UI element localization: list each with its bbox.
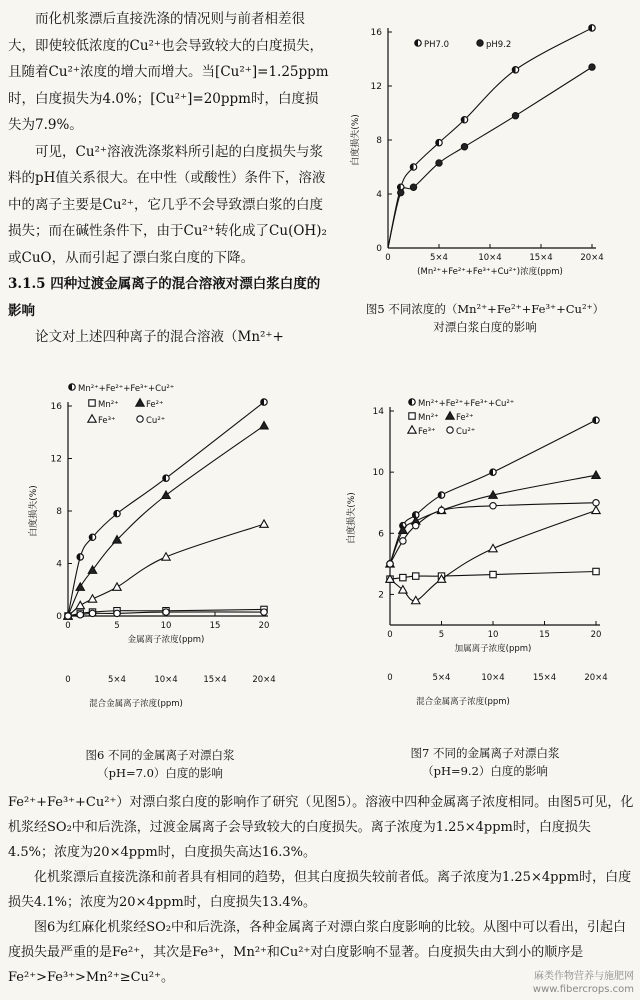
legend-marker	[415, 40, 421, 46]
legend-marker	[446, 412, 454, 419]
figure6-caption-line2: （pH=7.0）白度的影响	[97, 766, 223, 780]
legend-entry: Mn²⁺	[98, 400, 119, 410]
paragraph: 而化机浆漂后直接洗涤的情况则与前者相差很大，即使较低浓度的Cu²⁺也会导致较大的白度损失，且随着Cu²⁺浓度的增大而增大。当[Cu²⁺]=1.25ppm时，白度损失为4.0%；[Cu²⁺]=20ppm时，白度损失为7.9%。	[8, 11, 329, 133]
x-tick-label: 10×4	[478, 253, 502, 263]
data-point	[436, 140, 442, 146]
watermark-line2: www.fibercrops.com	[532, 984, 634, 995]
x-tick-label: 0	[385, 253, 391, 263]
data-point	[400, 538, 406, 544]
legend-entry: pH9.2	[486, 40, 512, 50]
x2-tick-label: 15×4	[203, 675, 227, 685]
x-tick-label: 5×4	[430, 253, 448, 263]
x-tick-label: 15	[209, 621, 221, 631]
data-point	[260, 520, 268, 527]
figure7-caption	[345, 744, 625, 780]
y-axis-label: 白度损失(%)	[347, 492, 357, 544]
top-left-text	[8, 6, 330, 351]
figure7-svg	[332, 385, 632, 727]
data-point	[260, 421, 268, 428]
figure7-caption-line1: 图7 不同的金属离子对漂白浆	[410, 746, 560, 760]
x2-tick-label: 20×4	[252, 675, 276, 685]
legend-entry: Fe³⁺	[98, 416, 116, 426]
x-tick-label: 15	[539, 630, 550, 640]
y-axis-label: 白度损失(%)	[351, 114, 361, 166]
series-line	[390, 503, 596, 564]
y-tick-label: 10	[372, 468, 384, 479]
legend-entry: Fe³⁺	[418, 427, 436, 437]
legend-marker	[408, 426, 416, 433]
figure7-caption-line2: （pH=9.2）白度的影响	[422, 764, 548, 778]
data-point	[438, 492, 444, 498]
legend-marker	[88, 415, 96, 422]
x2-tick-label: 0	[387, 673, 393, 683]
x-tick-label: 5	[114, 621, 120, 631]
legend-entry: PH7.0	[424, 40, 450, 50]
data-point	[436, 160, 442, 166]
figure5-caption-line1: 图5 不同浓度的（Mn²⁺+Fe²⁺+Fe³⁺+Cu²⁺）	[365, 302, 605, 316]
series-line	[68, 426, 264, 616]
legend-marker	[477, 40, 483, 46]
x2-tick-label: 0	[65, 675, 71, 685]
data-point	[592, 471, 600, 478]
legend-entry: Mn²⁺+Fe²⁺+Fe³⁺+Cu²⁺	[78, 384, 175, 394]
y-tick-label: 14	[372, 407, 384, 417]
data-point	[489, 544, 497, 551]
x2-axis-label: 混合金属离子浓度(ppm)	[89, 699, 183, 709]
y-tick-label: 12	[50, 454, 62, 465]
x-tick-label: 20×4	[580, 253, 604, 263]
x2-tick-label: 5×4	[432, 673, 451, 683]
x-tick-label: 0	[387, 630, 393, 640]
data-point	[410, 184, 416, 190]
data-point	[512, 113, 518, 119]
data-point	[261, 609, 267, 615]
y-tick-label: 6	[378, 529, 384, 540]
data-point	[76, 601, 84, 608]
x2-tick-label: 10×4	[481, 673, 505, 683]
data-point	[593, 568, 599, 574]
data-point	[162, 553, 170, 560]
legend-marker	[69, 384, 75, 390]
x-axis-label: 金属离子浓度(ppm)	[127, 635, 205, 645]
figure6-caption	[20, 746, 300, 782]
data-point	[512, 67, 518, 73]
legend-entry: Mn²⁺	[418, 413, 439, 423]
paragraph: 论文对上述四种离子的混合溶液（Mn²⁺+	[35, 329, 284, 345]
figure6-chart	[10, 380, 310, 728]
data-point	[461, 144, 467, 150]
legend-marker	[89, 400, 95, 406]
y-tick-label: 0	[56, 612, 62, 622]
series-line	[68, 402, 264, 616]
x2-tick-label: 20×4	[584, 673, 608, 683]
legend-marker	[409, 399, 415, 405]
paragraph: 图6为红麻化机浆经SO₂中和后洗涤，各种金属离子对漂白浆白度影响的比较。从图中可以看出，引起白度损失最严重的是Fe²⁺，其次是Fe³⁺，Mn²⁺和Cu²⁺对白度影响不显著。白度损失由大到小的顺序是Fe²⁺>Fe³⁺>Mn²⁺≥Cu²⁺。	[8, 920, 627, 985]
x-tick-label: 5	[438, 630, 445, 640]
data-point	[88, 595, 96, 602]
figure5-caption-line2: 对漂白浆白度的影响	[433, 320, 537, 334]
legend-entry: Cu²⁺	[146, 416, 166, 426]
data-point	[490, 571, 496, 577]
watermark	[533, 970, 634, 996]
x-tick-label: 10	[487, 630, 499, 640]
paragraph: Fe²⁺+Fe³⁺+Cu²⁺）对漂白浆白度的影响作了研究（见图5）。溶液中四种金属离子浓度相同。由图5可见，化机浆经SO₂中和后洗涤，过渡金属离子会导致较大的白度损失。离子浓度为1.25×4ppm时，白度损失4.5%；浓度为20×4ppm时，白度损失高达16.3%。	[8, 795, 634, 860]
data-point	[400, 574, 406, 580]
y-axis-label: 白度损失(%)	[29, 485, 39, 537]
data-point	[387, 561, 393, 567]
data-point	[592, 506, 600, 513]
data-point	[593, 500, 599, 506]
legend-marker	[447, 427, 453, 433]
legend-entry: Mn²⁺+Fe²⁺+Fe³⁺+Cu²⁺	[418, 399, 515, 409]
series-line	[390, 510, 596, 600]
data-point	[398, 189, 404, 195]
data-point	[438, 507, 444, 513]
x-axis-label: 加属离子浓度(ppm)	[454, 644, 532, 654]
data-point	[89, 610, 95, 616]
series-line	[388, 67, 592, 248]
data-point	[114, 510, 120, 516]
watermark-line1: 麻类作物营养与施肥网	[534, 971, 634, 982]
x-tick-label: 20	[258, 621, 270, 631]
data-point	[163, 609, 169, 615]
data-point	[77, 611, 83, 617]
x2-tick-label: 10×4	[154, 675, 178, 685]
x-axis-label: (Mn²⁺+Fe²⁺+Fe³⁺+Cu²⁺)浓度(ppm)	[417, 267, 563, 277]
series-line	[68, 524, 264, 616]
x-tick-label: 10	[160, 621, 172, 631]
data-point	[114, 610, 120, 616]
figure5-svg	[340, 4, 636, 299]
data-point	[163, 475, 169, 481]
y-tick-label: 4	[376, 190, 382, 200]
data-point	[589, 64, 595, 70]
y-tick-label: 16	[370, 28, 382, 38]
legend-entry: Fe²⁺	[456, 413, 474, 423]
figure6-svg	[10, 380, 310, 728]
data-point	[410, 164, 416, 170]
x-tick-label: 0	[65, 621, 71, 631]
data-point	[89, 534, 95, 540]
data-point	[589, 25, 595, 31]
y-tick-label: 16	[50, 402, 62, 412]
data-point	[65, 613, 71, 619]
data-point	[413, 573, 419, 579]
y-tick-label: 4	[56, 559, 62, 570]
data-point	[490, 503, 496, 509]
data-point	[261, 399, 267, 405]
figure5-caption	[335, 300, 635, 336]
section-heading: 3.1.5 四种过渡金属离子的混合溶液对漂白浆白度的影响	[8, 276, 321, 319]
x-tick-label: 15×4	[529, 253, 553, 263]
y-tick-label: 2	[378, 590, 384, 601]
data-point	[76, 583, 84, 590]
x2-tick-label: 5×4	[108, 675, 126, 685]
legend-entry: Cu²⁺	[456, 427, 476, 437]
paragraph: 可见，Cu²⁺溶液洗涤浆料所引起的白度损失与浆料的pH值关系很大。在中性（或酸性）条件下，溶液中的离子主要是Cu²⁺，它几乎不会导致漂白浆的白度损失；而在碱性条件下，由于Cu²⁺转化成了Cu(OH)₂或CuO，从而引起了漂白浆白度的下降。	[8, 143, 327, 266]
legend-marker	[409, 413, 415, 419]
series-line	[388, 28, 592, 248]
y-tick-label: 8	[376, 136, 382, 146]
y-tick-label: 0	[376, 244, 382, 254]
data-point	[413, 522, 419, 528]
data-point	[162, 491, 170, 498]
legend-entry: Fe²⁺	[146, 400, 164, 410]
y-tick-label: 8	[56, 507, 62, 517]
figure6-caption-line1: 图6 不同的金属离子对漂白浆	[85, 748, 235, 762]
x2-tick-label: 15×4	[532, 673, 557, 683]
bottom-text	[8, 790, 634, 990]
paragraph: 化机浆漂后直接洗涤和前者具有相同的趋势，但其白度损失较前者低。离子浓度为1.25×4ppm时，白度损失4.1%；浓度为20×4ppm时，白度损失13.4%。	[8, 870, 632, 910]
x2-axis-label: 混合金属离子浓度(ppm)	[416, 697, 510, 707]
data-point	[77, 554, 83, 560]
data-point	[461, 117, 467, 123]
x-tick-label: 20	[590, 630, 602, 640]
y-tick-label: 12	[370, 82, 382, 92]
figure5-chart	[340, 4, 636, 299]
legend-marker	[136, 399, 144, 406]
figure7-chart	[332, 385, 632, 727]
data-point	[593, 417, 599, 423]
data-point	[490, 469, 496, 475]
data-point	[113, 583, 121, 590]
legend-marker	[137, 416, 143, 422]
